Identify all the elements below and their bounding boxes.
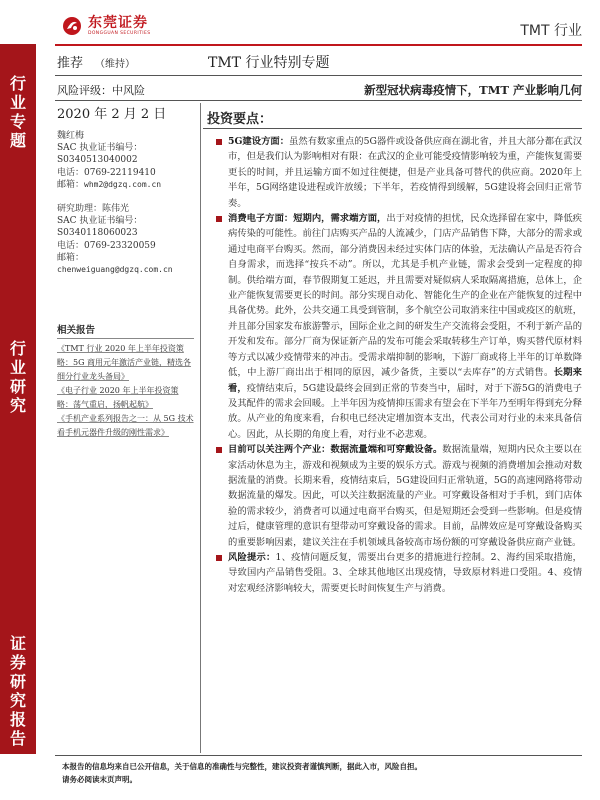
footer-divider <box>55 755 582 756</box>
disclaimer <box>62 760 582 786</box>
paragraph-text: 数据流量端，短期内民众主要以在家活动休息为主，游戏和视频成为主要的娱乐方式。游戏与视频的消费增加会推动对数据流量的消费。长期来看，疫情结束后，5G建设回归正常轨道，5G的高速网路将带动数据流量的爆发。因此，可以关注数据流量的产业。可穿戴设备相对于手机，到门店体验的需求较少，消费者可以通过电商平台购买，但是短期还会受到一些影响。但是疫情过后，健康管理的意识有望带动可穿戴设备的需求。目前，品牌效应是可穿戴设备购买的重要影响因素，建议关注在手机领域具备较高市场份额的可穿戴设备供应商产业链。 <box>228 444 582 548</box>
analyst-info <box>57 106 197 276</box>
recommendation <box>57 52 135 71</box>
paragraph-text-2: 疫情结束后，5G建设最终会回到正常的节奏当中，届时，对于下游5G的消费电子及其配件的需求会回暖。上半年因为疫情抑压需求有望会在下半年乃至明年得到充分释放。从产业的角度来看，台积电已经决定增加资本支出，代表公司对行业的未来具备信心。因此，从长期的角度上看，对行业不必悲观。 <box>228 382 582 440</box>
subtitle-divider <box>55 100 582 101</box>
square-bullet-icon <box>216 216 222 222</box>
assistant-email-label: 邮箱： <box>57 252 85 263</box>
logo-cn-text: 东莞证券 <box>88 14 148 31</box>
assistant-phone: 电话：0769-23320059 <box>57 240 156 251</box>
column-divider <box>200 103 201 753</box>
logo-mark-icon <box>62 16 82 36</box>
keypoints-heading: 投资要点： <box>207 112 273 127</box>
title-divider <box>55 75 582 76</box>
company-logo <box>62 10 150 42</box>
header-divider <box>55 44 582 46</box>
paragraph-text: 虽然有数家重点的5G器件或设备供应商在湖北省，并且大部分都在武汉市，但是我们认为影响相对有限：在武汉的企业可能受疫情影响较为重，产能恢复需要更长的时间，并且运输方面不如过往便捷，但是产业具备可替代的供应商。2020年上半年，5G网络建设进程或许放缓；下半年，若疫情得到缓解，5G建设将会回归正常节奏。 <box>228 136 582 209</box>
left-category-strip <box>0 44 36 754</box>
analyst-email[interactable]: whm2@dgzq.com.cn <box>84 179 162 189</box>
logo-en-text: DONGGUAN SECURITIES <box>88 30 151 36</box>
report-title: TMT 行业特别专题 <box>208 55 330 71</box>
paragraph-lead: 风险提示： <box>228 551 276 563</box>
paragraph-lead-2: 长期来看， <box>228 367 582 394</box>
square-bullet-icon <box>216 555 222 561</box>
assistant-license-no: S0340118060023 <box>57 228 138 239</box>
assistant-email[interactable]: chenweiguang@dgzq.com.cn <box>57 265 173 275</box>
related-report-link[interactable]: 《电子行业 2020 年上半年投资策略：荡气重启，扬帆起航》 <box>57 386 179 409</box>
analyst-email-label: 邮箱： <box>57 179 85 190</box>
paragraph-text: 出于对疫情的担忧，民众选择留在家中，降低疾病传染的可能性。前往门店购买产品的人流减少，门店产品销售下降，大部分的需求或通过电商平台购买。然而，部分消费因未经过实体门店的体验，无法确认产品是否符合自身需求，而选择“按兵不动”。所以，尤其是手机产业链，需求会受到一定程度的抑制。供给端方面，春节假期复工延迟，并且需要对疑似病人采取隔离措施，总体上，企业产能恢复需要更长的时间。部分实现自动化、智能化生产的企业在产能恢复的过程中具备优势。此外，公共交通工具受到管制，多个航空公司取消来往中国或疫区的航班，并且部分国家发布旅游警示，国际企业之间的研发生产交流将会受阻，不利于新产品的开发和发布。部分厂商为保证新产品的发布可能会采取转移生产订单，购买替代原材料等方式以减少疫情带来的冲击。受需求端抑制的影响，下游厂商或将上半年的订单数降低，中上游厂商出出于相同的原因，减少备货，主要以“去库存”的方式销售。 <box>228 213 582 379</box>
paragraph-focus-industries <box>216 442 582 550</box>
square-bullet-icon <box>216 139 222 145</box>
paragraph-5g <box>216 134 582 211</box>
paragraph-risk <box>216 550 582 596</box>
analyst-name: 魏红梅 <box>57 131 85 141</box>
paragraph-lead: 消费电子方面：短期内，需求端方面， <box>228 213 387 225</box>
recommend-label: 推荐 <box>57 56 84 71</box>
analyst-license-no: S0340513040002 <box>57 155 138 166</box>
paragraph-text: 1、疫情问题反复，需要出台更多的措施进行控制。2、海约国采取措施，导致国内产品销售受阻。3、全球其他地区出现疫情，导致原材料进口受阻。4、疫情对宏观经济影响较大，需要更长时间恢复生产与消费。 <box>228 551 582 594</box>
related-report-link[interactable]: 《手机产业系列报告之一：从 5G 技术看手机元器件升级的刚性需求》 <box>57 414 194 437</box>
analyst-email-row <box>57 179 197 191</box>
report-subtitle: 新型冠状病毒疫情下，TMT 产业影响几何 <box>364 83 582 97</box>
analyst-license-label: SAC 执业证书编号： <box>57 143 143 154</box>
paragraph-consumer-electronics <box>216 211 582 442</box>
disclaimer-line-2: 请务必阅读末页声明。 <box>62 775 137 784</box>
strip-label-topic: 行业专题 <box>10 74 27 150</box>
paragraph-lead: 目前可以关注两个产业：数据流量端和可穿戴设备。 <box>228 444 443 456</box>
strip-label-research: 行业研究 <box>10 339 27 415</box>
related-reports-title: 相关报告 <box>57 322 194 339</box>
keypoints-divider <box>203 128 582 129</box>
square-bullet-icon <box>216 447 222 453</box>
strip-label-report: 证券研究报告 <box>10 634 27 748</box>
risk-rating: 风险评级：中风险 <box>57 84 145 97</box>
analyst-phone: 电话：0769-22119410 <box>57 167 156 178</box>
keypoints-body <box>216 134 582 596</box>
disclaimer-line-1: 本报告的信息均来自已公开信息，关于信息的准确性与完整性，建议投资者谨慎判断，据此入市，风险自担。 <box>62 762 422 771</box>
related-reports <box>57 322 194 440</box>
assistant-license-label: SAC 执业证书编号： <box>57 216 143 227</box>
paragraph-lead: 5G建设方面： <box>228 136 290 147</box>
assistant-name: 研究助理：陈伟光 <box>57 204 130 215</box>
industry-label: TMT 行业 <box>520 23 582 39</box>
report-date: 2020 年 2 月 2 日 <box>57 107 167 122</box>
keep-label: （维持） <box>95 59 136 70</box>
related-report-link[interactable]: 《TMT 行业 2020 年上半年投资策略：5G 商用元年激活产业链，精选各细分行业龙头备局》 <box>57 344 192 381</box>
